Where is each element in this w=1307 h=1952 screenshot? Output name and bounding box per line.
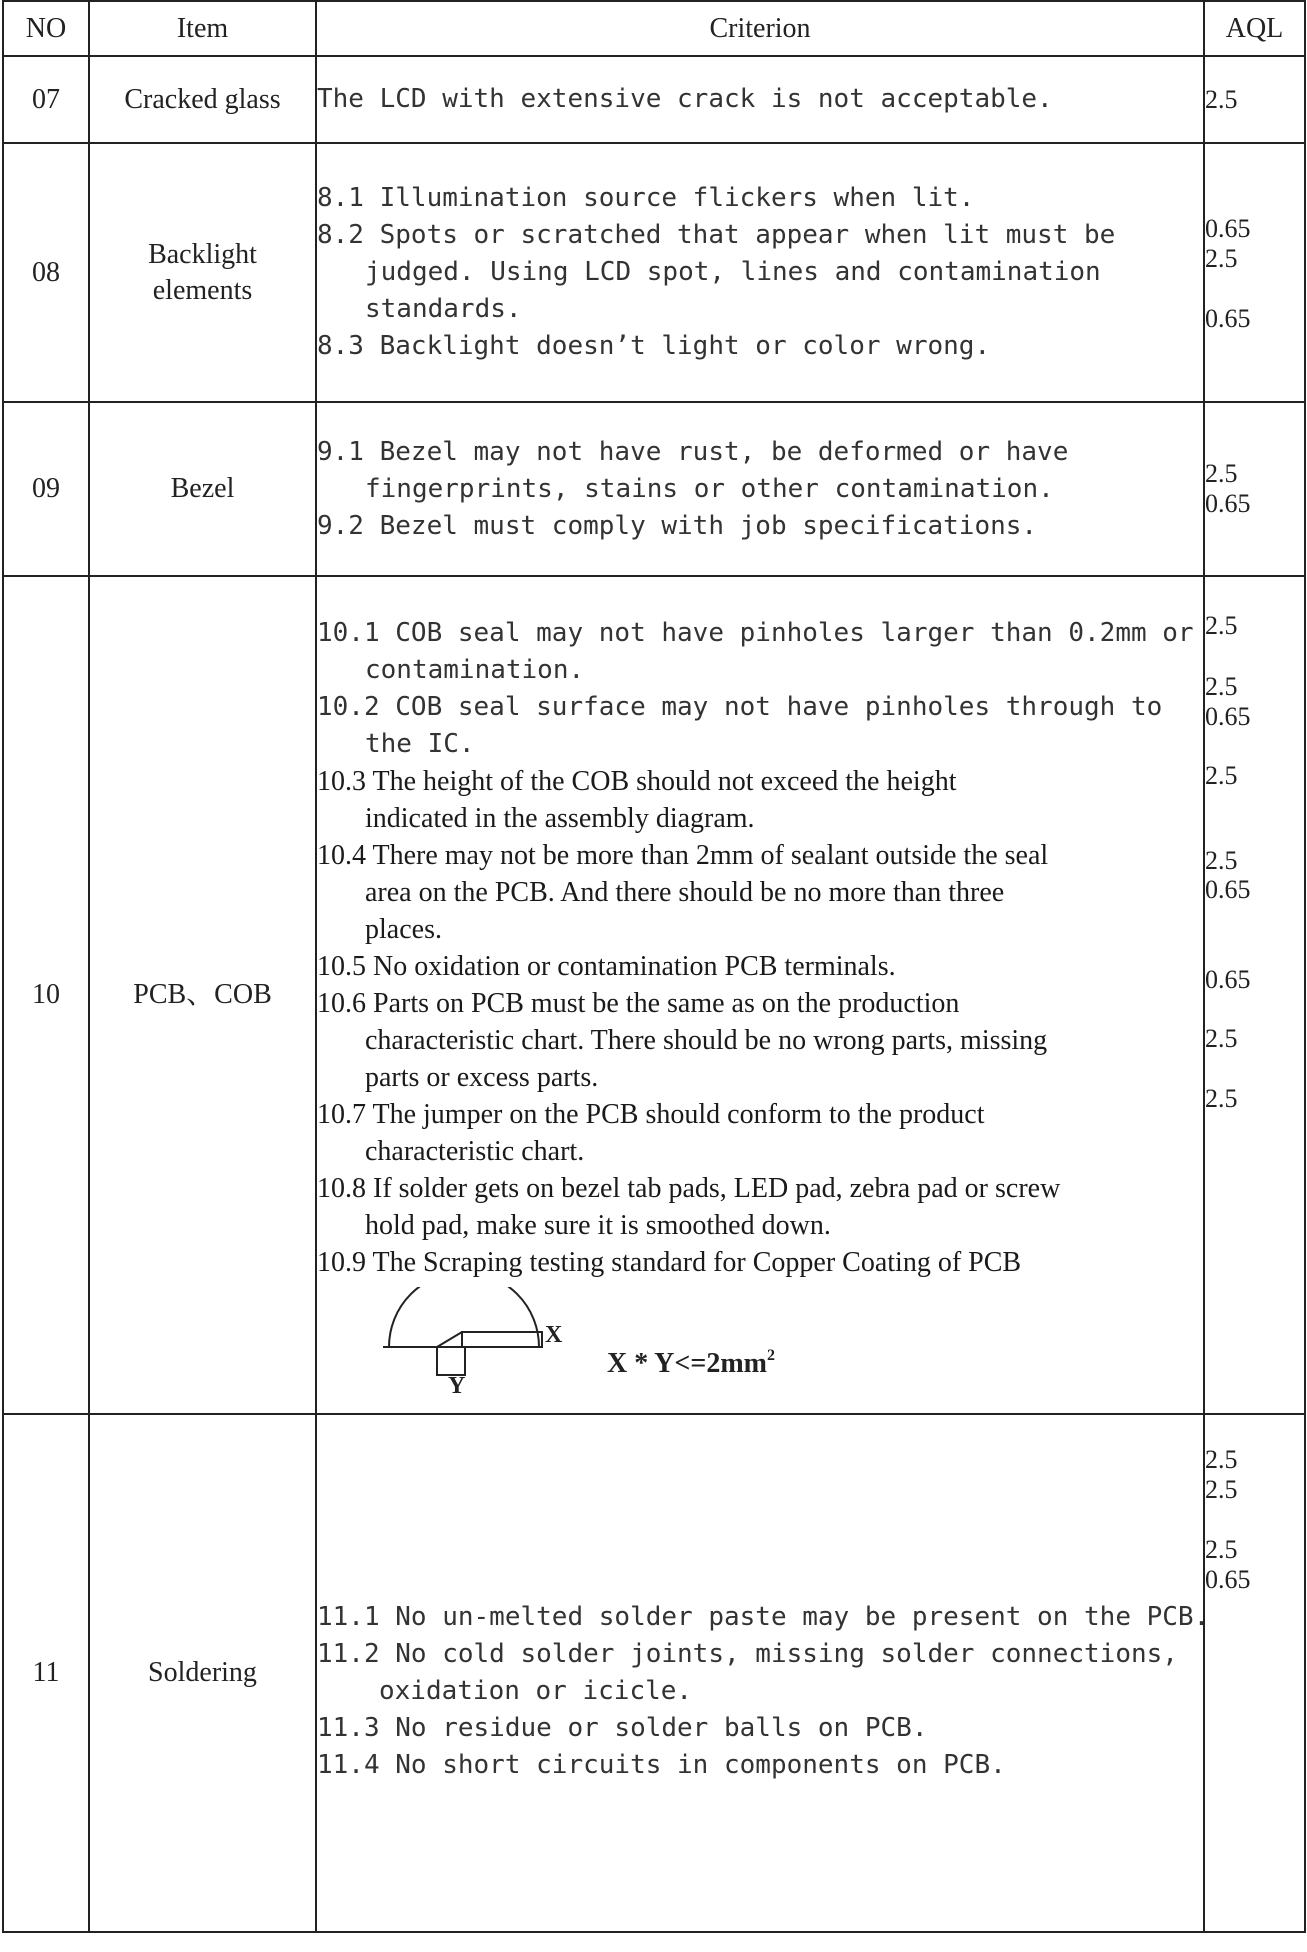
row-no: 11 [3, 1414, 89, 1932]
row-criterion [316, 1414, 1210, 1932]
criterion-line: indicated in the assembly diagram. [365, 803, 755, 834]
criterion-line: 8.3 Backlight doesn’t light or color wrong. [317, 331, 991, 361]
item-label: Soldering [148, 1657, 257, 1688]
criterion-line: 11.3 No residue or solder balls on PCB. [317, 1713, 928, 1743]
criterion-line: contamination. [365, 655, 585, 685]
inspection-criteria-table [2, 0, 1306, 1933]
diagram-label-x: X [545, 1322, 563, 1348]
table-row [3, 143, 1305, 402]
row-criterion [316, 143, 1204, 402]
row-item [89, 143, 316, 402]
aql-value: 2.5 [1205, 244, 1238, 273]
row-item [89, 1414, 316, 1932]
criterion-line: 10.1 COB seal may not have pinholes larger than 0.2mm or [317, 618, 1194, 648]
row-aql [1204, 402, 1305, 576]
row-item [89, 402, 316, 576]
row-criterion [316, 56, 1204, 143]
item-label: Backlight [148, 238, 257, 270]
scraping-diagram-figure [377, 1287, 637, 1397]
criterion-line: characteristic chart. There should be no wrong parts, missing [365, 1025, 1048, 1056]
aql-value: 2.5 [1205, 1475, 1238, 1504]
criterion-line: 9.1 Bezel may not have rust, be deformed or have [317, 436, 1069, 467]
header-row [3, 1, 1305, 56]
aql-value: 2.5 [1205, 761, 1238, 790]
criterion-line: 10.7 The jumper on the PCB should conform to the product [317, 1099, 985, 1130]
row-item [89, 576, 316, 1414]
row-no: 10 [3, 576, 89, 1414]
criterion-line: The LCD with extensive crack is not acceptable. [317, 84, 1053, 114]
criterion-line: 10.3 The height of the COB should not exceed the height [317, 766, 957, 797]
aql-value: 0.65 [1205, 304, 1251, 333]
header-criterion: Criterion [316, 1, 1204, 56]
criterion-line: 10.5 No oxidation or contamination PCB terminals. [317, 951, 896, 982]
row-item [89, 56, 316, 143]
row-aql [1204, 143, 1305, 402]
header-no: NO [3, 1, 89, 56]
aql-value: 0.65 [1205, 875, 1251, 904]
aql-value: 2.5 [1205, 1445, 1238, 1474]
row-no: 09 [3, 402, 89, 576]
row-no: 08 [3, 143, 89, 402]
table-row [3, 402, 1305, 576]
row-no: 07 [3, 56, 89, 143]
diagram-label-y: Y [448, 1373, 466, 1399]
aql-value: 0.65 [1205, 214, 1251, 243]
criterion-line: 9.2 Bezel must comply with job specifications. [317, 510, 1038, 541]
criterion-line: 11.1 No un-melted solder paste may be present on the PCB. [317, 1602, 1210, 1632]
formula-superscript: 2 [766, 1347, 775, 1364]
diagram-formula [607, 1347, 775, 1380]
aql-value: 0.65 [1205, 965, 1251, 994]
item-label: Cracked glass [124, 83, 281, 115]
criterion-line: 10.8 If solder gets on bezel tab pads, LED pad, zebra pad or screw [317, 1173, 1061, 1204]
criterion-line: 10.2 COB seal surface may not have pinholes through to [317, 692, 1163, 722]
criterion-line: fingerprints, stains or other contamination. [365, 473, 1054, 504]
criterion-line: the IC. [365, 729, 475, 759]
aql-value: 2.5 [1205, 1024, 1238, 1053]
aql-value: 2.5 [1205, 672, 1238, 701]
row-criterion [316, 402, 1204, 576]
item-label: Bezel [170, 473, 235, 504]
item-label: PCB、COB [133, 979, 272, 1010]
row-aql [1204, 1414, 1305, 1932]
criterion-line: judged. Using LCD spot, lines and contamination [365, 257, 1101, 287]
criterion-line: 8.1 Illumination source flickers when lit. [317, 183, 975, 213]
row-aql [1204, 576, 1305, 1414]
scraping-diagram [317, 1281, 1203, 1401]
criterion-line: 10.9 The Scraping testing standard for Copper Coating of PCB [317, 1247, 1022, 1278]
aql-value: 0.65 [1205, 489, 1251, 518]
criterion-line: characteristic chart. [365, 1136, 585, 1167]
criterion-line: 11.2 No cold solder joints, missing solder connections, [317, 1639, 1178, 1669]
table-row [3, 576, 1305, 1414]
row-criterion [316, 576, 1204, 1414]
criterion-line: standards. [365, 294, 522, 324]
criterion-line: 10.4 There may not be more than 2mm of sealant outside the seal [317, 840, 1049, 871]
criterion-line: places. [365, 914, 442, 945]
header-aql: AQL [1204, 1, 1305, 56]
formula-text: X * Y<=2mm [607, 1348, 767, 1379]
aql-value: 2.5 [1205, 846, 1238, 875]
criterion-line: oxidation or icicle. [379, 1676, 693, 1706]
aql-value: 0.65 [1205, 702, 1251, 731]
criterion-line: 11.4 No short circuits in components on PCB. [317, 1750, 1006, 1780]
aql-value: 0.65 [1205, 1565, 1251, 1594]
aql-value: 2.5 [1205, 1084, 1238, 1113]
aql-value: 2.5 [1205, 84, 1238, 114]
row-aql [1204, 56, 1305, 143]
criterion-line: 10.6 Parts on PCB must be the same as on the production [317, 988, 960, 1019]
criterion-line: parts or excess parts. [365, 1062, 599, 1093]
criterion-line: hold pad, make sure it is smoothed down. [365, 1210, 831, 1241]
criterion-line: area on the PCB. And there should be no more than three [365, 877, 1005, 908]
aql-value: 2.5 [1205, 459, 1238, 488]
header-item: Item [89, 1, 316, 56]
table-row [3, 56, 1305, 143]
aql-value: 2.5 [1205, 1535, 1238, 1564]
table-row [3, 1414, 1305, 1932]
aql-value: 2.5 [1205, 611, 1238, 640]
item-label: elements [152, 274, 253, 306]
criterion-line: 8.2 Spots or scratched that appear when lit must be [317, 220, 1116, 250]
